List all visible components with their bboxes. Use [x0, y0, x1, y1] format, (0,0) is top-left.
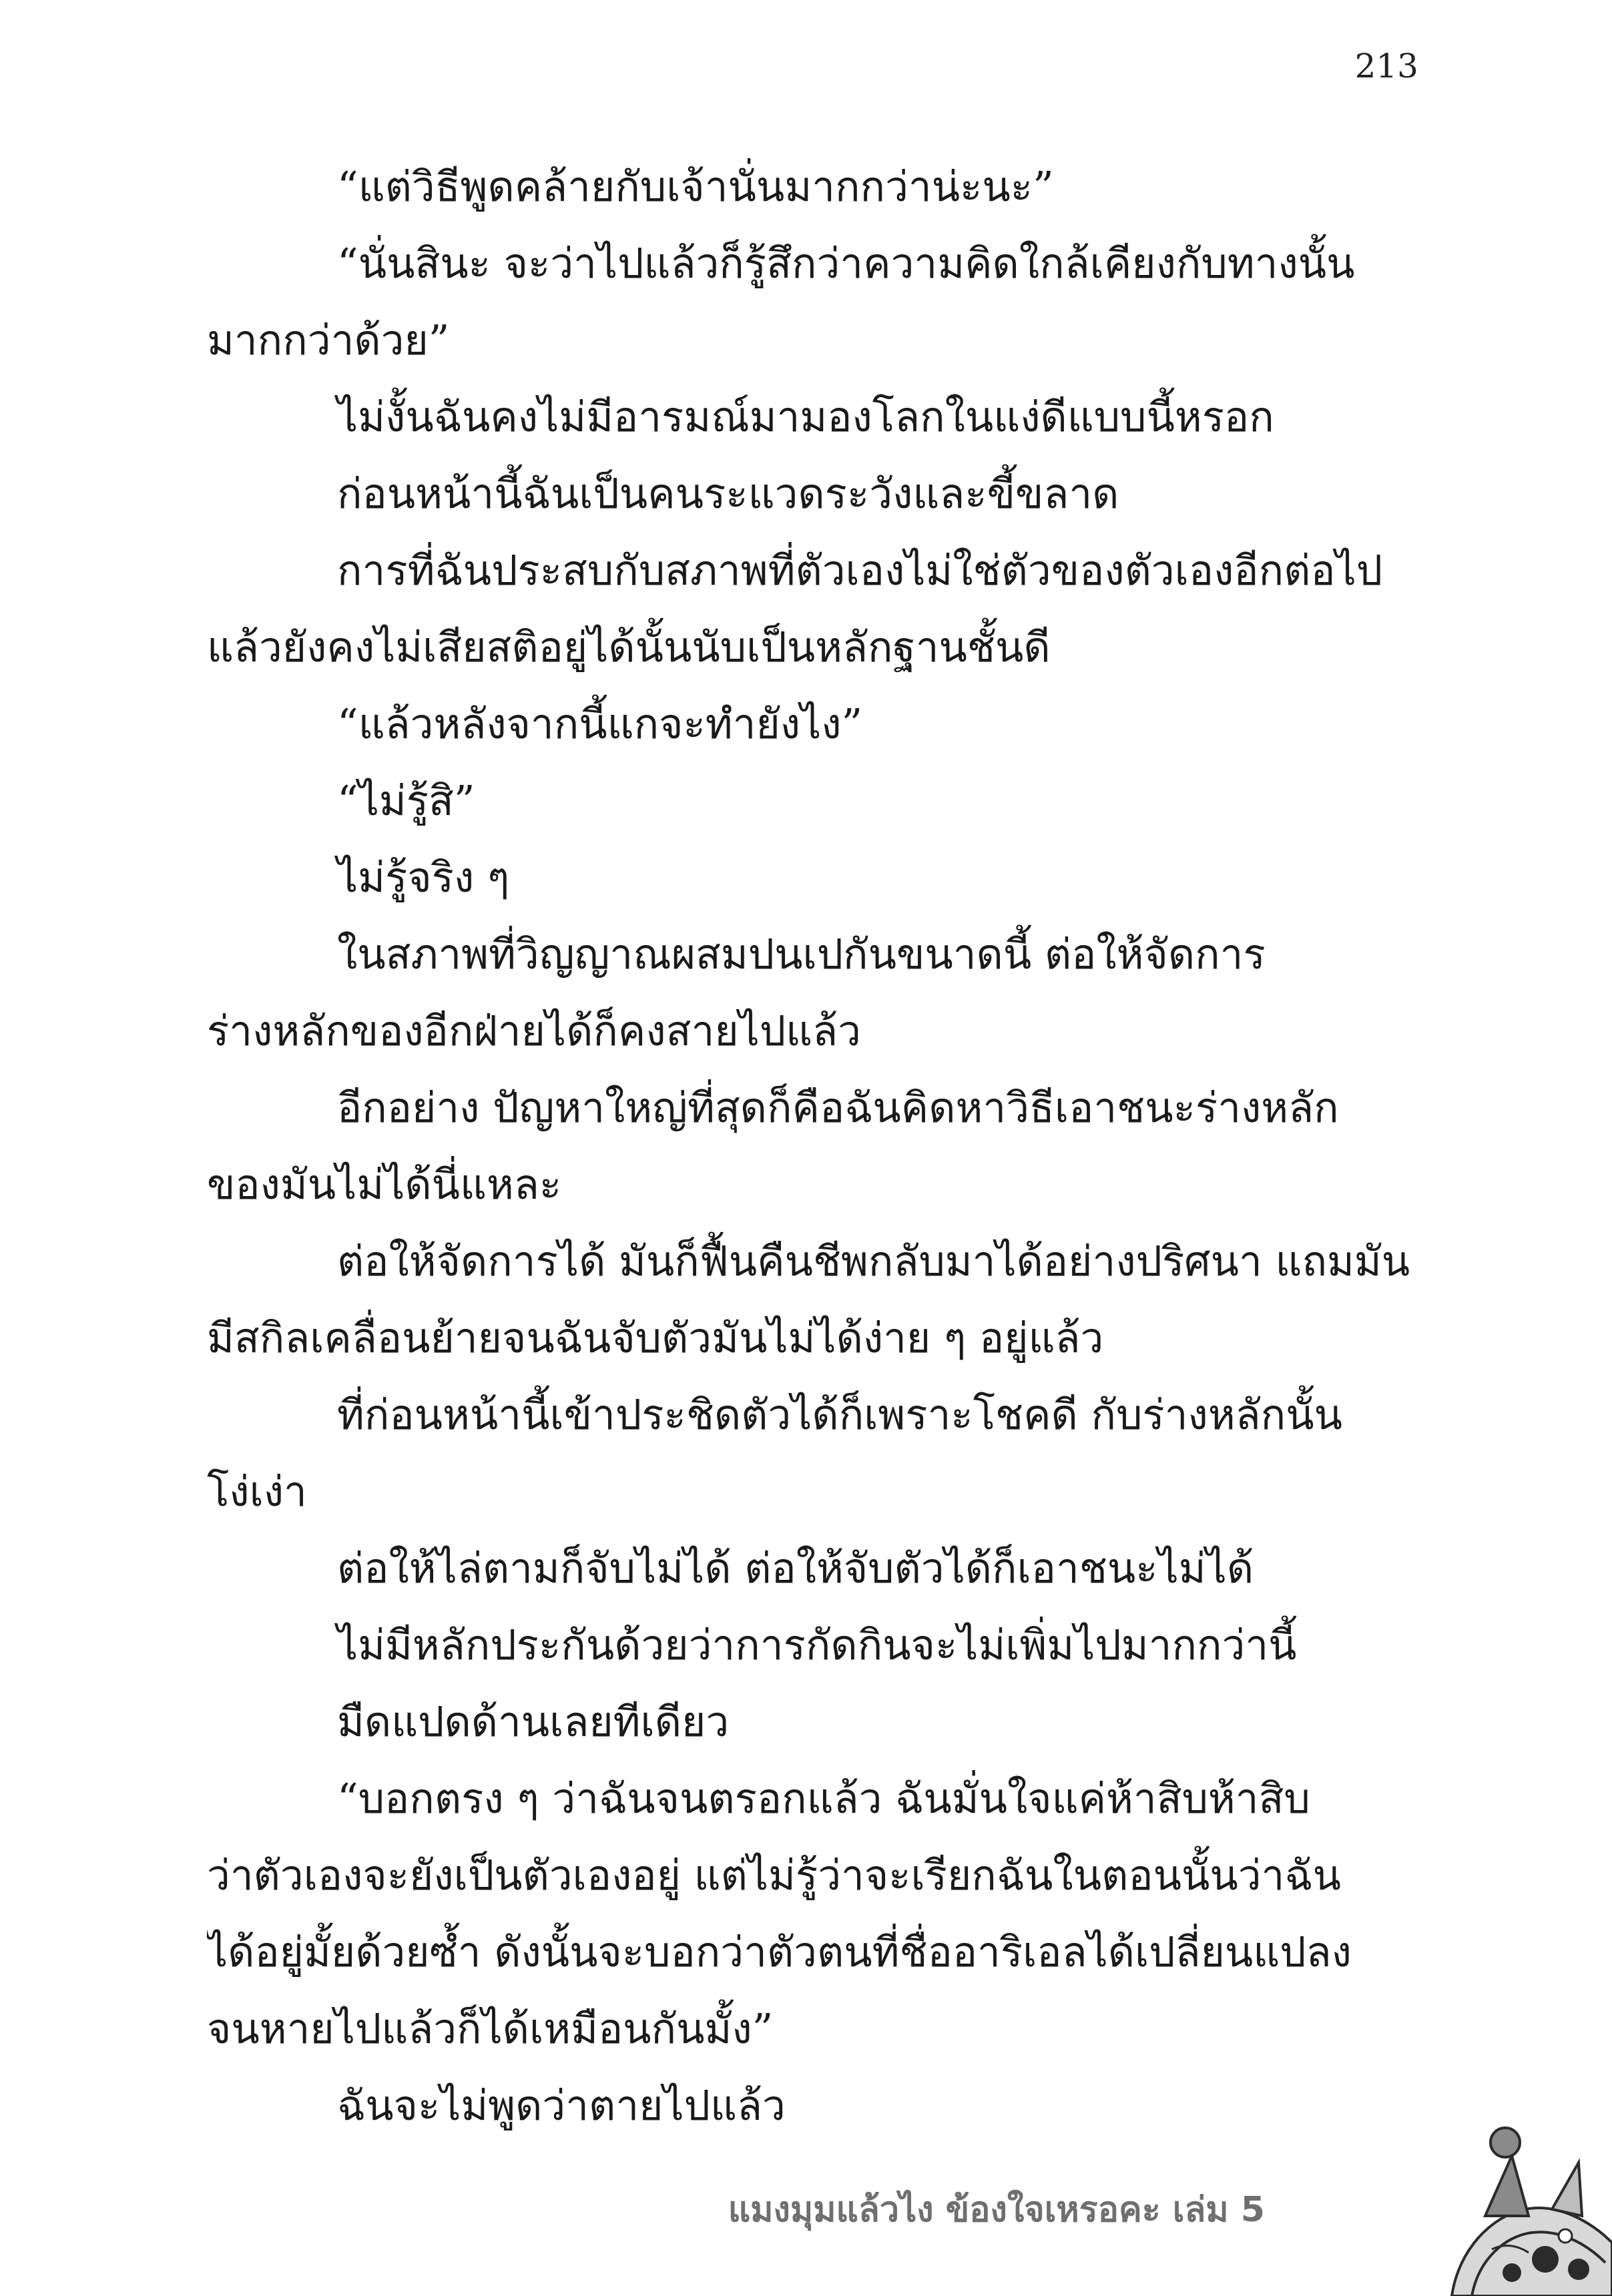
text-line: ในสภาพที่วิญญาณผสมปนเปกันขนาดนี้ ต่อให้จัดการ — [337, 930, 1266, 978]
text-line: มีสกิลเคลื่อนย้ายจนฉันจับตัวมันไม่ได้ง่าย ๆ อยู่แล้ว — [207, 1314, 1104, 1362]
text-line: มืดแปดด้านเลยทีเดียว — [337, 1697, 730, 1746]
page-number: 213 — [1354, 47, 1418, 85]
text-line: “แล้วหลังจากนี้แกจะทำยังไง” — [337, 699, 863, 748]
body-text — [207, 148, 1414, 2144]
text-line: ว่าตัวเองจะยังเป็นตัวเองอยู่ แต่ไม่รู้ว่าจะเรียกฉันในตอนนั้นว่าฉัน — [207, 1851, 1341, 1900]
text-line: “บอกตรง ๆ ว่าฉันจนตรอกแล้ว ฉันมั่นใจแค่ห้าสิบห้าสิบ — [337, 1774, 1310, 1823]
spider-mascot-icon — [1412, 2116, 1612, 2296]
text-line: “แต่วิธีพูดคล้ายกับเจ้านั่นมากกว่าน่ะนะ” — [337, 162, 1054, 211]
text-line: ที่ก่อนหน้านี้เข้าประชิดตัวได้ก็เพราะโชคดี กับร่างหลักนั้น — [337, 1390, 1342, 1439]
text-line: ไม่งั้นฉันคงไม่มีอารมณ์มามองโลกในแง่ดีแบบนี้หรอก — [337, 392, 1274, 441]
text-line: ก่อนหน้านี้ฉันเป็นคนระแวดระวังและขี้ขลาด — [337, 469, 1119, 518]
text-line: ฉันจะไม่พูดว่าตายไปแล้ว — [337, 2081, 786, 2130]
text-line: การที่ฉันประสบกับสภาพที่ตัวเองไม่ใช่ตัวของตัวเองอีกต่อไป — [337, 546, 1383, 595]
text-line: ต่อให้ไล่ตามก็จับไม่ได้ ต่อให้จับตัวได้ก็เอาชนะไม่ได้ — [337, 1544, 1254, 1593]
text-line: ร่างหลักของอีกฝ่ายได้ก็คงสายไปแล้ว — [207, 1007, 861, 1055]
text-line: ต่อให้จัดการได้ มันก็ฟื้นคืนชีพกลับมาได้อย่างปริศนา แถมมัน — [337, 1237, 1410, 1285]
text-line: “นั่นสินะ จะว่าไปแล้วก็รู้สึกว่าความคิดใกล้เคียงกับทางนั้น — [337, 239, 1355, 288]
text-line: โง่เง่า — [207, 1467, 307, 1516]
text-line: แล้วยังคงไม่เสียสติอยู่ได้นั้นนับเป็นหลักฐานชั้นดี — [207, 623, 1051, 671]
footer-title: แมงมุมแล้วไง ข้องใจเหรอคะ เล่ม 5 — [728, 2190, 1265, 2230]
text-line: ไม่รู้จริง ๆ — [337, 853, 510, 902]
text-line: จนหายไปแล้วก็ได้เหมือนกันมั้ง” — [207, 2004, 774, 2053]
text-line: “ไม่รู้สิ” — [337, 776, 475, 825]
text-line: ของมันไม่ได้นี่แหละ — [207, 1160, 562, 1209]
text-line: ไม่มีหลักประกันด้วยว่าการกัดกินจะไม่เพิ่มไปมากกว่านี้ — [337, 1621, 1297, 1669]
text-line: ได้อยู่มั้ยด้วยซ้ำ ดังนั้นจะบอกว่าตัวตนที่ชื่ออาริเอลได้เปลี่ยนแปลง — [207, 1928, 1352, 1976]
text-line: อีกอย่าง ปัญหาใหญ่ที่สุดก็คือฉันคิดหาวิธีเอาชนะร่างหลัก — [337, 1083, 1339, 1132]
text-line: มากกว่าด้วย” — [207, 316, 450, 364]
